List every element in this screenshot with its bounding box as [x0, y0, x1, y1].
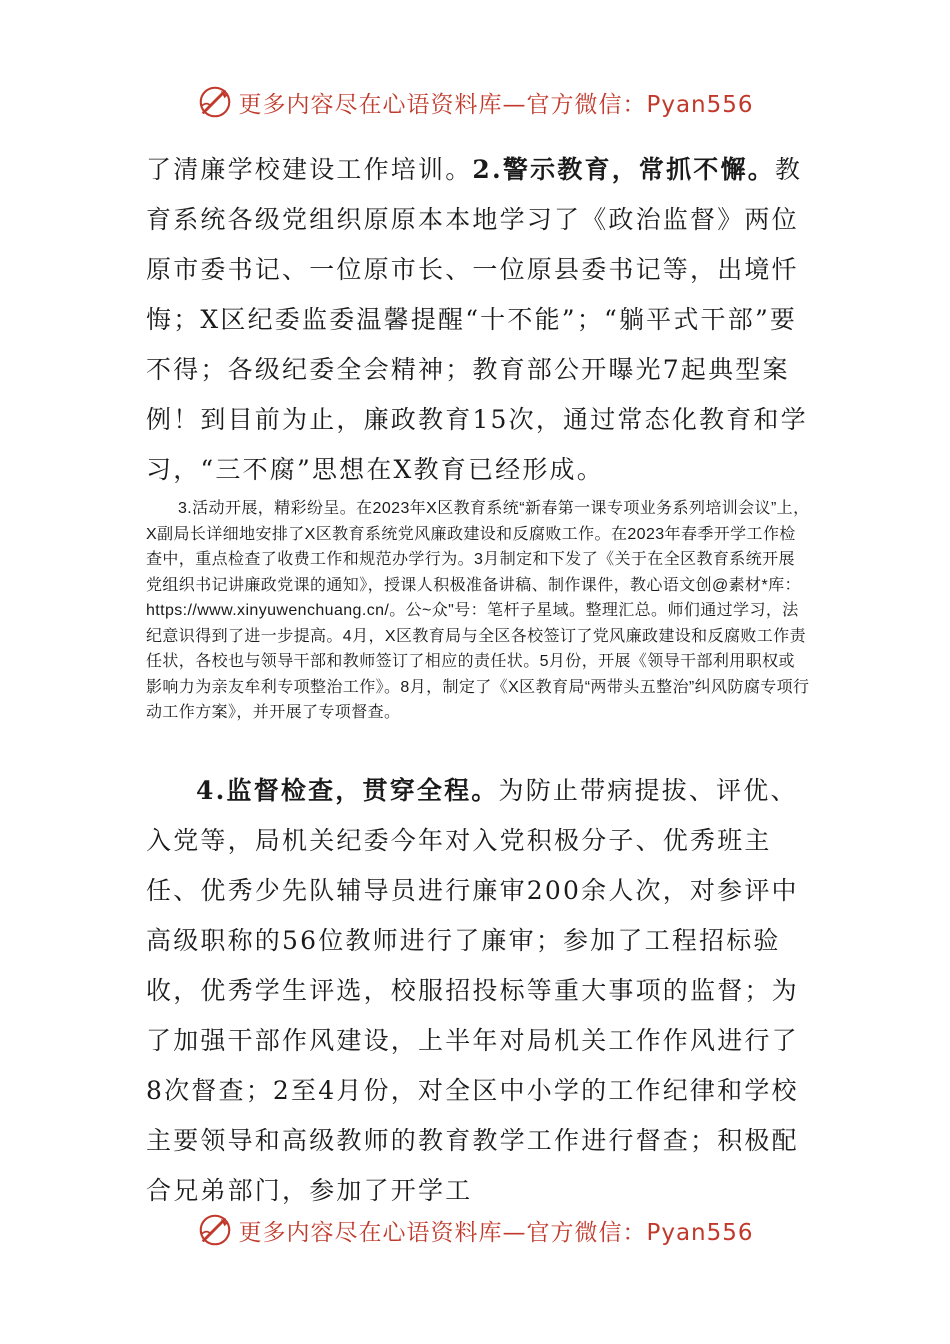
paragraph-text — [146, 766, 810, 1216]
footer-banner — [0, 1210, 950, 1250]
paragraph-text — [146, 145, 810, 495]
pen-logo-icon — [196, 83, 234, 121]
paragraph-warning-education — [146, 145, 810, 495]
banner-text: 更多内容尽在心语资料库—官方微信：Pyan556 — [238, 91, 754, 118]
lead-sentence: 了清廉学校建设工作培训。 — [146, 155, 473, 184]
paragraph-supervision — [146, 766, 810, 1216]
banner-text: 更多内容尽在心语资料库—官方微信：Pyan556 — [238, 1219, 754, 1246]
pen-logo-icon — [196, 1211, 234, 1249]
header-banner — [0, 82, 950, 122]
paragraph-text: 3.活动开展，精彩纷呈。在2023年X区教育系统“新春第一课专项业务系列培训会议”上，X副局长详细地安排了X区教育系统党风廉政建设和反腐败工作。在2023年春季开学工作检查中，重点检查了收费工作和规范办学行为。3月制定和下发了《关于在全区教育系统开展党组织书记讲廉政党课的通知》，授课人积极准备讲稿、制作课件，教心语文创@素材*库：https://www.xinyuwenchuang.cn/。公~众"号：笔杆子星域。整理汇总。师们通过学习，法纪意识得到了进一步提高。4月，X区教育局与全区各校签订了党风廉政建设和反腐败工作责任状，各校也与领导干部和教师签订了相应的责任状。5月份，开展《领导干部利用职权或影响力为亲友牟利专项整治工作》。8月，制定了《X区教育局“两带头五整治”纠风防腐专项行动工作方案》，并开展了专项督查。 — [146, 500, 810, 721]
paragraph-activities — [146, 496, 810, 726]
section-heading: 2.警示教育，常抓不懈。 — [472, 155, 775, 184]
section-text: 为防止带病提拔、评优、入党等，局机关纪委今年对入党积极分子、优秀班主任、优秀少先队辅导员进行廉审200余人次，对参评中高级职称的56位教师进行了廉审；参加了工程招标验收，优秀学生评选，校服招投标等重大事项的监督；为了加强干部作风建设，上半年对局机关工作作风进行了8次督查；2至4月份，对全区中小学的工作纪律和学校主要领导和高级教师的教育教学工作进行督查；积极配合兄弟部门，参加了开学工 — [146, 776, 799, 1205]
section-heading: 4.监督检查，贯穿全程。 — [196, 776, 499, 805]
section-text: 教育系统各级党组织原原本本地学习了《政治监督》两位原市委书记、一位原市长、一位原县委书记等，出境忏悔；X区纪委监委温馨提醒“十不能”；“躺平式干部”要不得；各级纪委全会精神；教育部公开曝光7起典型案例！到目前为止，廉政教育15次，通过常态化教育和学习，“三不腐”思想在X教育已经形成。 — [146, 155, 808, 484]
